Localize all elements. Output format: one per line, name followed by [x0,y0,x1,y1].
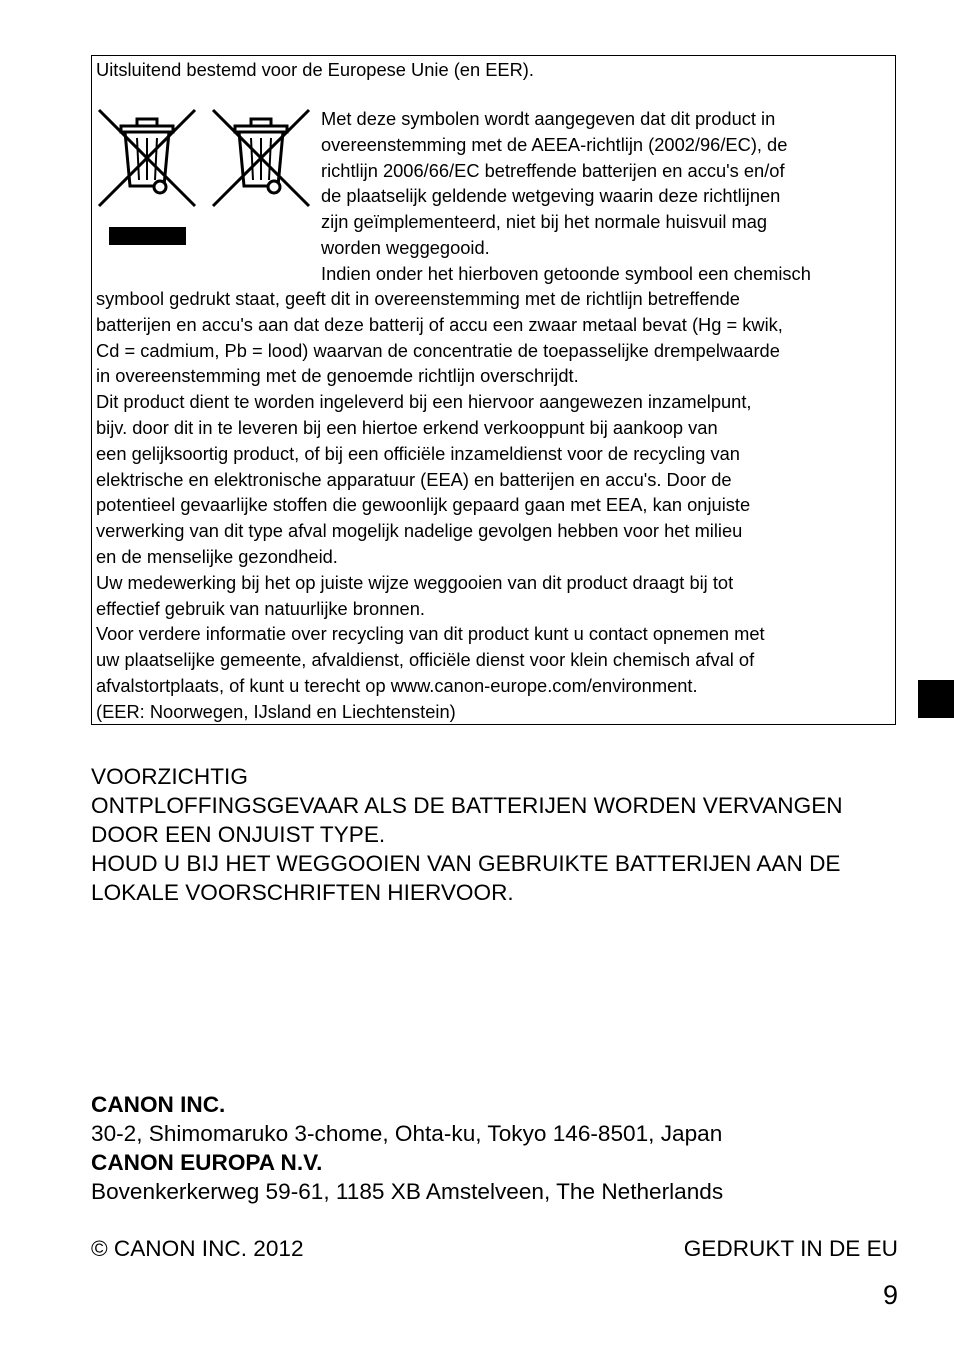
company-info [91,1090,891,1206]
eu-notice-title: Uitsluitend bestemd voor de Europese Unie (en EER). [96,59,534,80]
printed-in-text: GEDRUKT IN DE EU [683,1236,898,1261]
europa-address: Bovenkerkerweg 59-61, 1185 XB Amstelveen, The Netherlands [91,1179,724,1204]
notice-text-beside-icons: Met deze symbolen wordt aangegeven dat dit product in overeenstemming met de AEEA-richtlijn (2002/96/EC), de richtlijn 2006/66/EC betreffende batterijen en accu's en/of de plaatselijk geldende wetgeving waarin deze richtlijnen zijn geïmplementeerd, niet bij het normale huisvuil mag worden weggegooid. Indien onder het hierboven getoonde symbool een chemisch [321,108,811,284]
bin-underline-bar [109,227,186,245]
notice-text-body: symbool gedrukt staat, geeft dit in overeenstemming met de richtlijn betreffende batterijen en accu's aan dat deze batterij of accu een zwaar metaal bevat (Hg = kwik, Cd = cadmium, Pb = lood) waarvan de concentratie de toepasselijke drempelwaarde in overeenstemming met de genoemde richtlijn overschrijdt. Dit product dient te worden ingeleverd bij een hiervoor aangewezen inzamelpunt, bijv. door dit in te leveren bij een hiertoe erkend verkooppunt bij aankoop van een gelijksoortig product, of bij een officiële inzameldienst voor de recycling van elektrische en elektronische apparatuur (EEA) en batterijen en accu's. Door de potentieel gevaarlijke stoffen die gewoonlijk gepaard gaan met EEA, kan onjuiste verwerking van dit type afval mogelijk nadelige gevolgen hebben voor het milieu en de menselijke gezondheid. Uw medewerking bij het op juiste wijze weggooien van dit product draagt bij tot effectief gebruik van natuurlijke bronnen. Voor verdere informatie over recycling van dit product kunt u contact opnemen met uw plaatselijke gemeente, afvaldienst, officiële dienst voor klein chemisch afval of afvalstortplaats, of kunt u terecht op www.canon-europe.com/environment. (EER: Noorwegen, IJsland en Liechtenstein) [96,288,783,722]
europa-name: CANON EUROPA N.V. [91,1150,323,1175]
canon-address: 30-2, Shimomaruko 3-chome, Ohta-ku, Tokyo 146-8501, Japan [91,1121,723,1146]
canon-name: CANON INC. [91,1092,226,1117]
weee-crossed-bin-heavy-metal-icon [211,108,311,208]
page-number: 9 [882,1280,898,1310]
copyright-text: © CANON INC. 2012 [91,1236,304,1261]
section-tab-marker [918,680,954,718]
caution-block: VOORZICHTIG ONTPLOFFINGSGEVAAR ALS DE BATTERIJEN WORDEN VERVANGEN DOOR EEN ONJUIST TYPE. HOUD U BIJ HET WEGGOOIEN VAN GEBRUIKTE BATTERIJEN AAN DE LOKALE VOORSCHRIFTEN HIERVOOR. [91,764,843,905]
weee-crossed-bin-icon [97,108,197,208]
